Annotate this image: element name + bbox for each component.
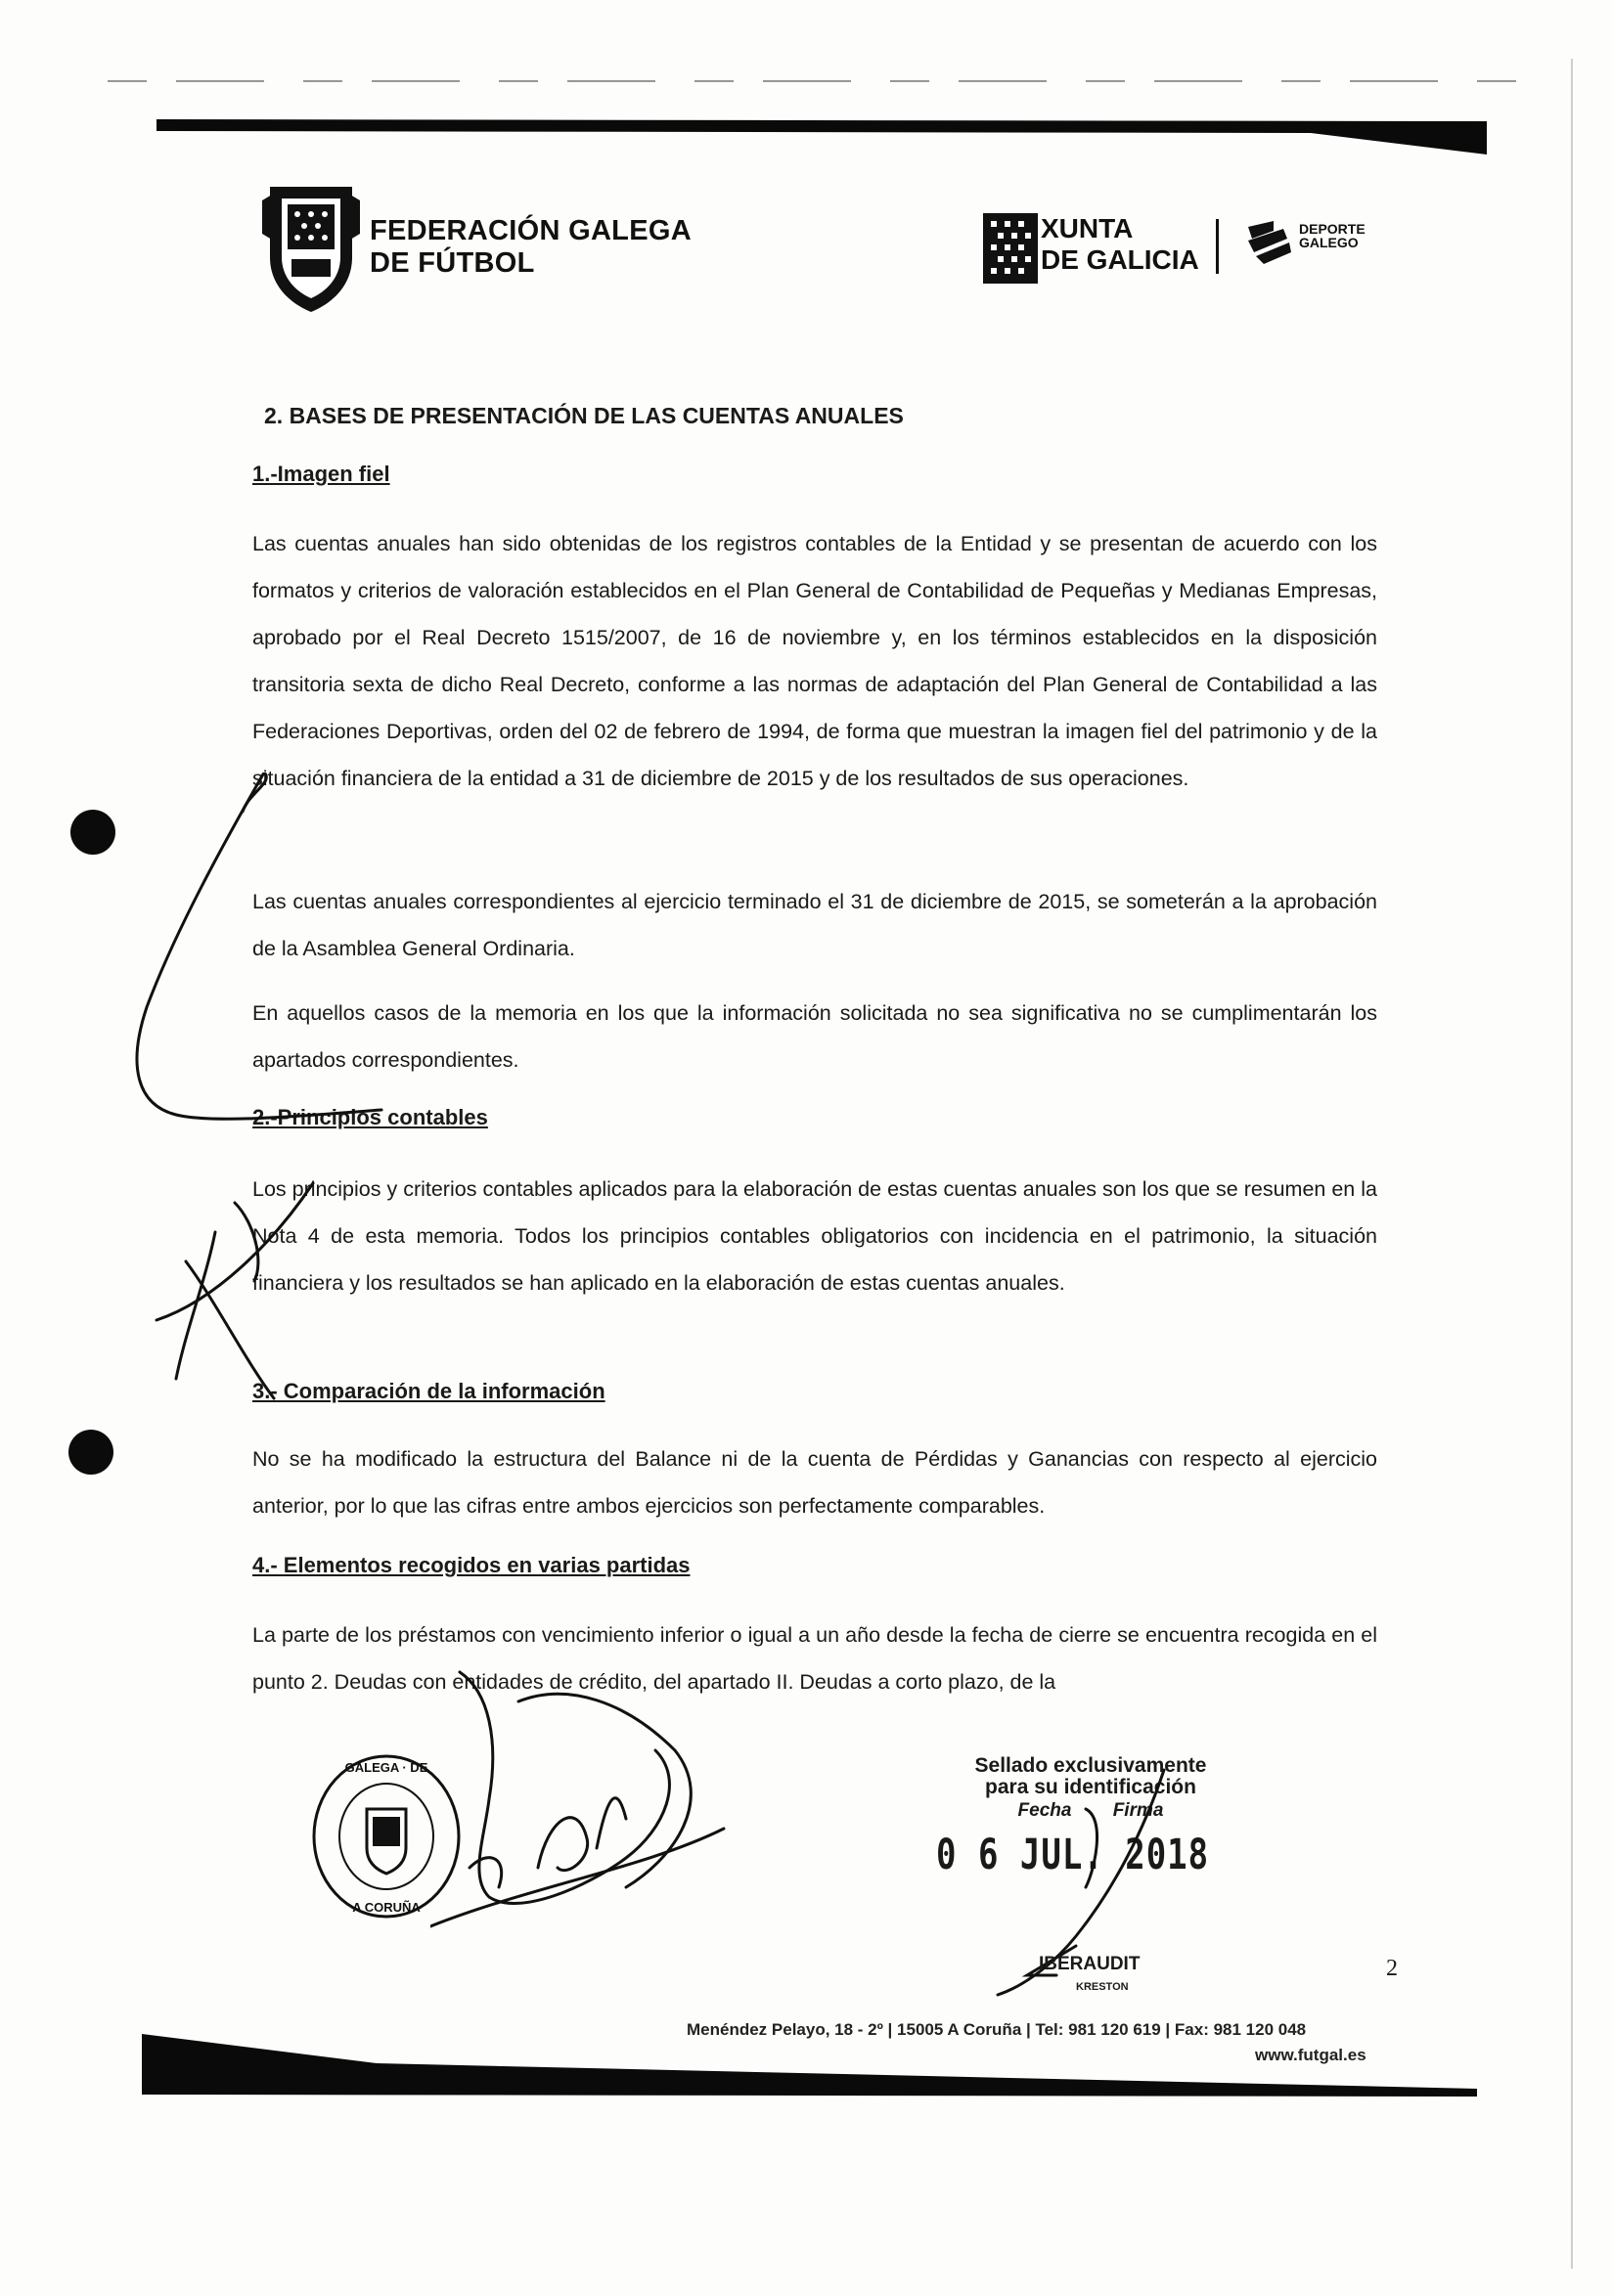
- iberaudit-logo-text: IBERAUDIT: [1039, 1954, 1141, 1974]
- svg-text:A CORUÑA: A CORUÑA: [352, 1900, 421, 1915]
- subsection-title-principios: 2.-Principios contables: [252, 1105, 488, 1129]
- scan-edge: [1571, 59, 1573, 2269]
- federation-name-line2: DE FÚTBOL: [370, 247, 535, 279]
- deporte-line2: GALEGO: [1299, 235, 1359, 250]
- logo-divider: [1216, 219, 1219, 274]
- page-number: 2: [1386, 1956, 1398, 1981]
- auditor-stamp-firma: Firma: [1112, 1800, 1164, 1821]
- subsection-title-comparacion: 3.- Comparación de la información: [252, 1379, 605, 1403]
- fgf-shield-logo: [262, 181, 360, 316]
- auditor-stamp-line2: para su identificación: [985, 1776, 1196, 1798]
- auditor-stamp-line1: Sellado exclusivamente: [974, 1754, 1207, 1777]
- footer-address: Menéndez Pelayo, 18 - 2º | 15005 A Coruña | Tel: 981 120 619 | Fax: 981 120 048: [687, 2020, 1307, 2039]
- president-signature: [430, 1662, 734, 1956]
- paragraph-imagen-fiel-3: En aquellos casos de la memoria en los que la información solicitada no sea significativa no se cumplimentarán los apartados correspondientes.: [252, 1001, 1377, 1072]
- paragraph-imagen-fiel-1: Las cuentas anuales han sido obtenidas de los registros contables de la Entidad y se presentan de acuerdo con los formatos y criterios de valoración establecidos en el Plan General de Contabilidad de Pequeñas y Medianas Empresas, aprobado por el Real Decreto 1515/2007, de 16 de noviembre y, en los términos establecidos en la disposición transitoria sexta de dicho Real Decreto, conforme a las normas de adaptación del Plan General de Contabilidad a las Federaciones Deportivas, orden del 02 de febrero de 1994, de forma que muestran la imagen fiel del patrimonio y de la situación financiera de la entidad a 31 de diciembre de 2015 y de los resultados de sus operaciones.: [252, 532, 1377, 790]
- paragraph-principios: Los principios y criterios contables aplicados para la elaboración de estas cuentas anuales son los que se resumen en la Nota 4 de esta memoria. Todos los principios contables obligatorios con incidencia en el patrimonio, la situación financiera y los resultados se han aplicado en la elaboración de estas cuentas anuales.: [252, 1177, 1377, 1295]
- punch-hole: [70, 810, 115, 855]
- scan-artifact-line: [108, 80, 1526, 82]
- deporte-galego-name: [1299, 222, 1366, 249]
- footer-website: www.futgal.es: [1255, 2046, 1366, 2064]
- federation-name-line1: FEDERACIÓN GALEGA: [370, 215, 692, 246]
- deporte-line1: DEPORTE: [1299, 221, 1366, 237]
- federation-name: [370, 215, 692, 280]
- subsection-title-imagen-fiel: 1.-Imagen fiel: [252, 462, 390, 486]
- xunta-line2: DE GALICIA: [1041, 244, 1199, 275]
- kreston-logo-text: KRESTON: [1076, 1981, 1129, 1993]
- margin-initials-signature: [117, 773, 558, 1418]
- paragraph-comparacion: No se ha modificado la estructura del Balance ni de la cuenta de Pérdidas y Ganancias con respecto al ejercicio anterior, por lo que las cifras entre ambos ejercicios son perfectamente comparables.: [252, 1447, 1377, 1518]
- xunta-logo: [983, 213, 1038, 284]
- auditor-stamp-date: 0 6 JUL. 2018: [936, 1831, 1210, 1879]
- paragraph-elementos: La parte de los préstamos con vencimiento inferior o igual a un año desde la fecha de cierre se encuentra recogida en el punto 2. Deudas con entidades de crédito, del apartado II. Deudas a corto plazo, de la: [252, 1623, 1377, 1694]
- subsection-title-elementos: 4.- Elementos recogidos en varias partidas: [252, 1553, 691, 1577]
- xunta-line1: XUNTA: [1041, 213, 1134, 243]
- punch-hole: [68, 1430, 113, 1475]
- svg-text:GALEGA · DE: GALEGA · DE: [344, 1760, 428, 1775]
- paragraph-imagen-fiel-2: Las cuentas anuales correspondientes al ejercicio terminado el 31 de diciembre de 2015, se someterán a la aprobación de la Asamblea General Ordinaria.: [252, 890, 1377, 960]
- section-heading: 2. BASES DE PRESENTACIÓN DE LAS CUENTAS ANUALES: [264, 403, 904, 428]
- xunta-name: [1041, 213, 1199, 276]
- auditor-stamp-fecha: Fecha: [1017, 1800, 1072, 1821]
- fgf-official-seal: [308, 1750, 465, 1921]
- footer-bar: [142, 2034, 1477, 2098]
- header-bar: [157, 115, 1487, 155]
- deporte-galego-logo: [1244, 217, 1295, 268]
